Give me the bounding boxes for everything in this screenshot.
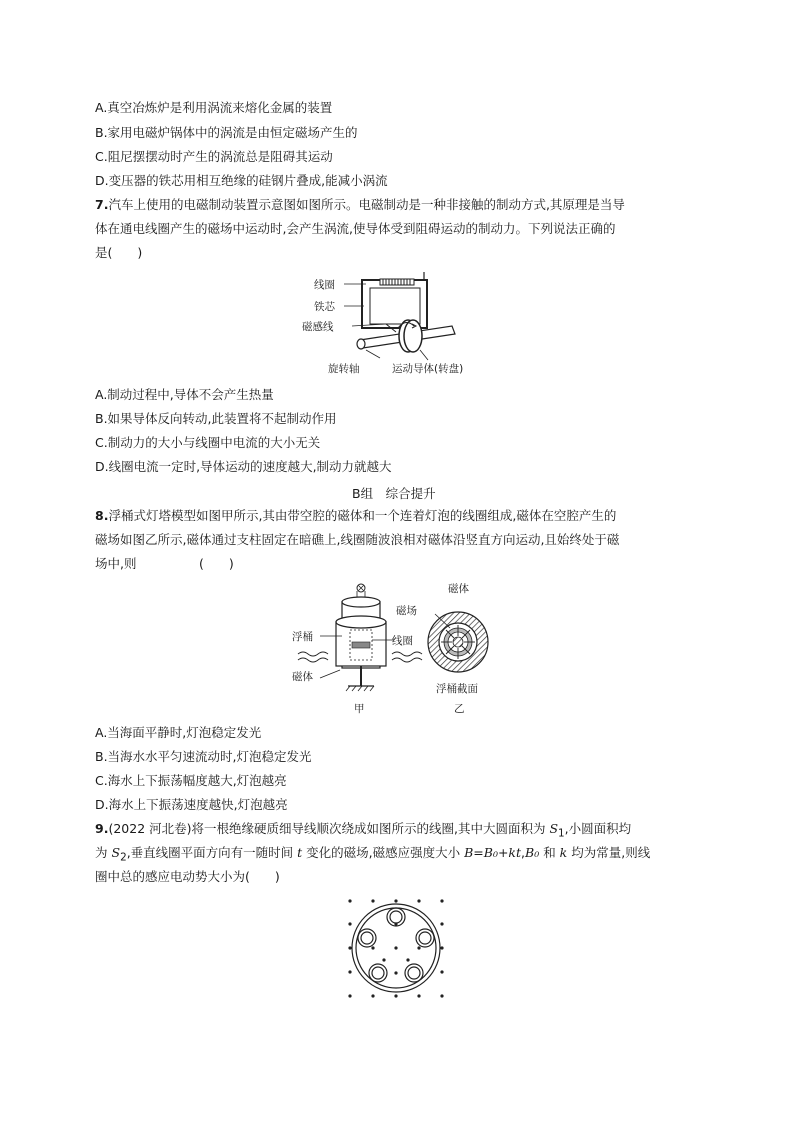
q7-option-b: B.如果导体反向转动,此装置将不起制动作用 xyxy=(95,411,337,426)
q8-stem-line-2: 磁场如图乙所示,磁体通过支柱固定在暗礁上,线圈随波浪相对磁体沿竖直方向运动,且始终处于磁 xyxy=(95,532,620,547)
core-window xyxy=(370,288,420,324)
q7-option-a: A.制动过程中,导体不会产生热量 xyxy=(95,387,274,402)
q9-coil-figure xyxy=(340,893,455,1003)
q7-stem-line-3: 是( ) xyxy=(95,245,143,260)
q8-stem-line-3: 场中,则 ( ) xyxy=(95,556,234,571)
q8-option-b: B.当海水水平匀速流动时,灯泡稳定发光 xyxy=(95,749,312,764)
label-yi: 乙 xyxy=(454,703,465,715)
small-circles xyxy=(358,908,434,982)
field-dots xyxy=(348,899,443,997)
label-section: 浮桶截面 xyxy=(436,683,478,695)
label-core: 铁芯 xyxy=(314,301,335,313)
conductor-disk xyxy=(398,320,422,352)
label-field-lines: 磁感线 xyxy=(302,321,334,333)
q8-stem-line-1: 8.浮桶式灯塔模型如图甲所示,其由带空腔的磁体和一个连着灯泡的线圈组成,磁体在空腔产生的 xyxy=(95,508,617,523)
q9-stem-line-3: 圈中总的感应电动势大小为( ) xyxy=(95,869,280,884)
label-buoy: 浮桶 xyxy=(292,631,313,643)
q9-stem-line-2: 为 $S_2$,垂直线圈平面方向有一随时间 t 变化的磁场,磁感应强度大小 B=B₀+kt,B₀ 和 k 均为常量,则线 xyxy=(95,845,651,864)
q8-number: 8. xyxy=(95,508,109,523)
q7-option-d: D.线圈电流一定时,导体运动的速度越大,制动力就越大 xyxy=(95,459,392,474)
label-magnet: 磁体 xyxy=(292,671,313,683)
section-heading: B组 综合提升 xyxy=(352,486,436,501)
q7-brake-figure xyxy=(300,268,500,383)
q7-option-c: C.制动力的大小与线圈中电流的大小无关 xyxy=(95,435,321,450)
label-field: 磁场 xyxy=(396,605,417,617)
q6-option-c: C.阻尼摆摆动时产生的涡流总是阻碍其运动 xyxy=(95,149,333,164)
q6-option-b: B.家用电磁炉锅体中的涡流是由恒定磁场产生的 xyxy=(95,125,358,140)
label-disk: 运动导体(转盘) xyxy=(392,363,464,375)
q8-buoy-figure xyxy=(290,578,500,718)
wave-right xyxy=(392,652,422,656)
q8-option-c: C.海水上下振荡幅度越大,灯泡越亮 xyxy=(95,773,287,788)
q7-number: 7. xyxy=(95,197,109,212)
wave-left xyxy=(298,652,328,656)
figure-jia xyxy=(292,584,422,715)
label-shaft: 旋转轴 xyxy=(328,363,360,375)
q7-stem-line-1: 7.汽车上使用的电磁制动装置示意图如图所示。电磁制动是一种非接触的制动方式,其原理是当导 xyxy=(95,197,625,212)
q8-option-a: A.当海面平静时,灯泡稳定发光 xyxy=(95,725,262,740)
q8-option-d: D.海水上下振荡速度越快,灯泡越亮 xyxy=(95,797,288,812)
q7-stem-line-2: 体在通电线圈产生的磁场中运动时,会产生涡流,使导体受到阻碍运动的制动力。下列说法正确的 xyxy=(95,221,616,236)
q9-stem-line-1: 9.(2022 河北卷)将一根绝缘硬质细导线顺次绕成如图所示的线圈,其中大圆面积为 $S_1$,小圆面积均 xyxy=(95,821,632,840)
q6-option-a: A.真空冶炼炉是利用涡流来熔化金属的装置 xyxy=(95,100,333,115)
coil-windings xyxy=(380,279,414,285)
figure-yi xyxy=(396,582,488,715)
label-magnet-top: 磁体 xyxy=(448,583,469,595)
label-jia: 甲 xyxy=(354,703,365,715)
q9-formula: B=B₀+kt xyxy=(464,845,522,860)
label-coil: 线圈 xyxy=(314,279,335,291)
label-coil: 线圈 xyxy=(392,635,413,647)
q9-number: 9. xyxy=(95,821,109,836)
magnet-core xyxy=(453,637,463,647)
q6-option-d: D.变压器的铁芯用相互绝缘的硅钢片叠成,能减小涡流 xyxy=(95,173,388,188)
